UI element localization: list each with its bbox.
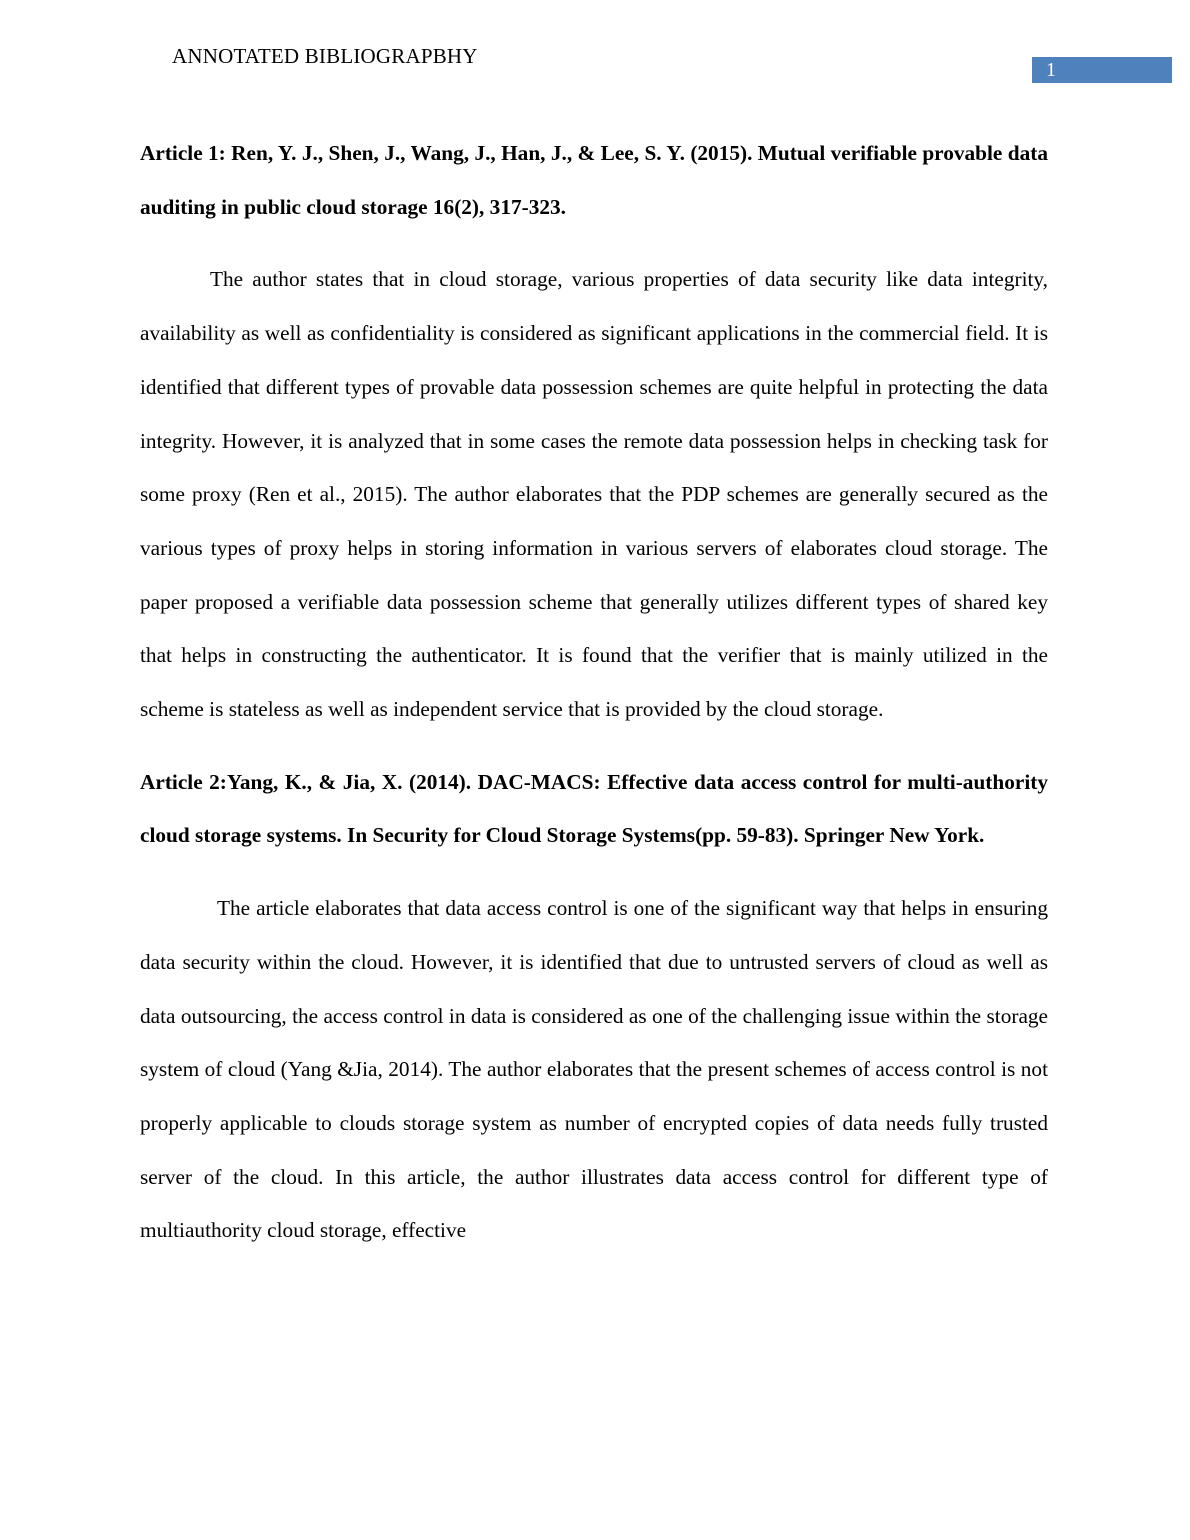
page-number: 1 [1032,57,1172,83]
running-head: ANNOTATED BIBLIOGRAPBHY [172,44,478,68]
article-2-annotation: The article elaborates that data access control is one of the significant way that helps in ensuring data security within the cloud. However, it is identified that due to untrusted servers of cloud as well as data outsourcing, the access control in data is considered as one of the challenging issue within the storage system of cloud (Yang &Jia, 2014). The author elaborates that the present schemes of access control is not properly applicable to clouds storage system as number of encrypted copies of data needs fully trusted server of the cloud. In this article, the author illustrates data access control for different type of multiauthority cloud storage, effective [140,896,1048,1243]
document-body [140,127,1048,1277]
article-2-citation: Article 2:Yang, K., & Jia, X. (2014). DAC-MACS: Effective data access control for multi-authority cloud storage systems. In Security for Cloud Storage Systems(pp. 59-83). Springer New York. [140,769,1048,848]
article-1-annotation: The author states that in cloud storage, various properties of data security like data integrity, availability as well as confidentiality is considered as significant applications in the commercial field. It is identified that different types of provable data possession schemes are quite helpful in protecting the data integrity. However, it is analyzed that in some cases the remote data possession helps in checking task for some proxy (Ren et al., 2015). The author elaborates that the PDP schemes are generally secured as the various types of proxy helps in storing information in various servers of elaborates cloud storage. The paper proposed a verifiable data possession scheme that generally utilizes different types of shared key that helps in constructing the authenticator. It is found that the verifier that is mainly utilized in the scheme is stateless as well as independent service that is provided by the cloud storage. [140,267,1048,722]
article-1-citation: Article 1: Ren, Y. J., Shen, J., Wang, J., Han, J., & Lee, S. Y. (2015). Mutual verifiable provable data auditing in public cloud storage 16(2), 317-323. [140,141,1048,219]
